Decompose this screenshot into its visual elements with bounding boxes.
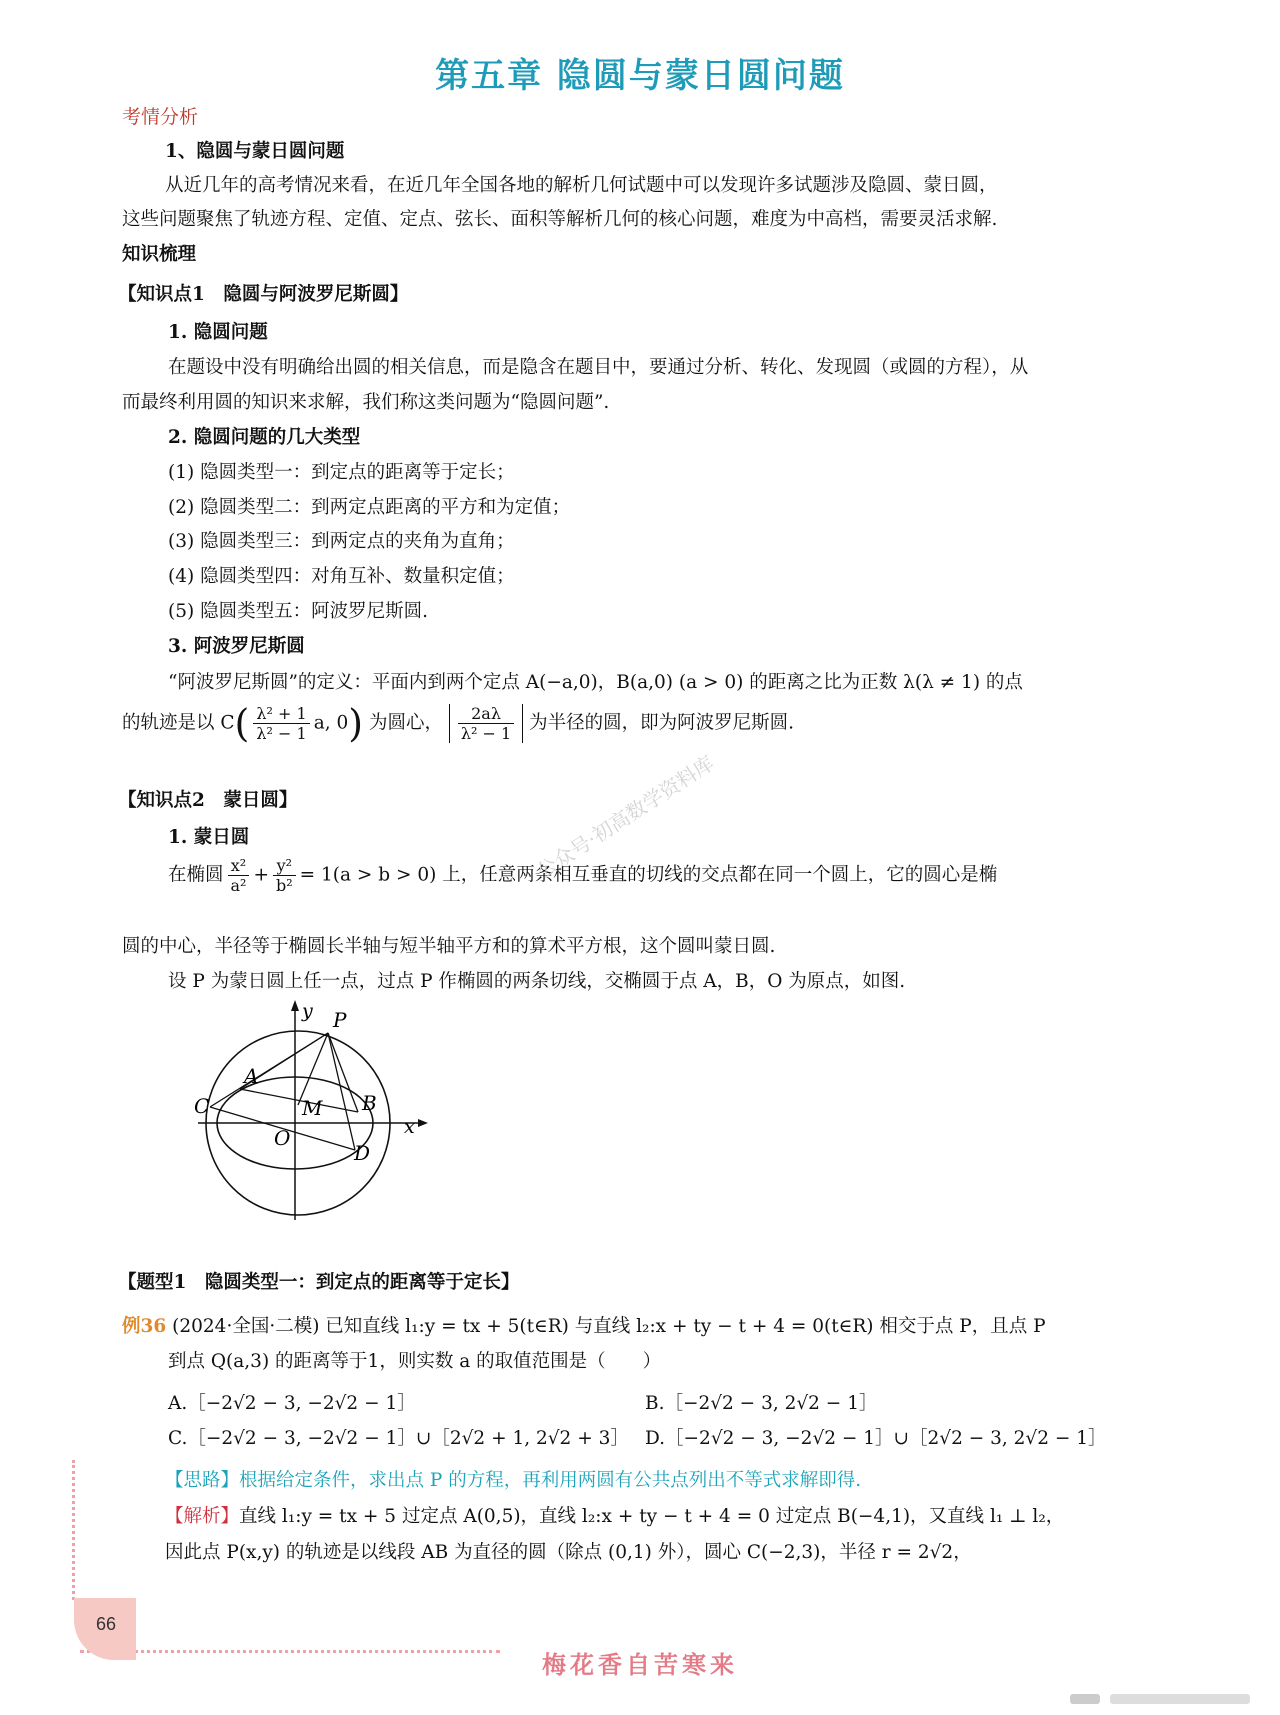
fraction-denominator: a² [230,876,247,895]
type-item: (1) 隐圆类型一：到定点的距离等于定长； [168,462,515,483]
formula-mid: 为圆心， [368,712,443,734]
fraction-numerator: λ² + 1 [253,704,309,724]
idea-label: 【思路】 [165,1470,240,1491]
label-m: M [302,1096,323,1120]
corner-mark-block [1070,1694,1100,1704]
kp1-s2-title: 2. 隐圆问题的几大类型 [168,427,361,448]
fraction [273,856,296,895]
paren-left: ( [234,701,250,746]
kp2-s1-title: 1. 蒙日圆 [168,827,250,848]
label-y: y [302,1000,313,1022]
solution-label: 【解析】 [165,1506,240,1527]
option-a: A.［−2√2 − 3, −2√2 − 1］ [168,1393,416,1414]
kp1-s1-title: 1. 隐圆问题 [168,322,268,343]
example-line2: 到点 Q(a,3) 的距离等于1，则实数 a 的取值范围是（ ） [168,1351,662,1372]
fraction-denominator: b² [275,876,293,895]
kp2-heading: 【知识点2 蒙日圆】 [118,790,298,811]
fraction-denominator: λ² − 1 [460,724,512,743]
exam-analysis-line2: 这些问题聚焦了轨迹方程、定值、定点、弦长、面积等解析几何的核心问题，难度为中高档，需要灵活求解. [122,209,998,230]
kp2-line3: 设 P 为蒙日圆上任一点，过点 P 作椭圆的两条切线，交椭圆于点 A，B，O 为原点，如图. [168,971,906,992]
exam-analysis-heading: 考情分析 [122,106,199,128]
watermark: 公众号·初高数学资料库 [532,750,719,884]
ellipse-formula-line: 在椭圆 $\frac{\text{x²}}{\text{a²}}$ + $\frac{\text{y²}}{\text{b²}}$ = 1(a > b > 0) 上，任意两条相互垂直的切线的交点都在同一个圆上，它的圆心是椭 [168,856,998,895]
line-pm [298,1033,328,1105]
solution-text: 直线 l₁:y = tx + 5 过定点 A(0,5)，直线 l₂:x + ty − t + 4 = 0 过定点 B(−4,1)，又直线 l₁ ⊥ l₂， [239,1506,1065,1527]
paren-right: ) [348,701,364,746]
kp1-s3-title: 3. 阿波罗尼斯圆 [168,636,305,657]
kp1-s3-line1: “阿波罗尼斯圆”的定义：平面内到两个定点 A(−a,0)，B(a,0) (a > 0) 的距离之比为正数 λ(λ ≠ 1) 的点 [168,672,1023,693]
fraction-numerator: y² [273,856,296,876]
decorative-dotted-border [72,1460,75,1600]
x-axis-arrow [418,1119,428,1127]
solution-line2: 因此点 P(x,y) 的轨迹是以线段 AB 为直径的圆（除点 (0,1) 外），圆心 C(−2,3)，半径 r = 2√2， [165,1542,972,1563]
option-c: C.［−2√2 − 3, −2√2 − 1］∪［2√2 + 1, 2√2 + 3］ [168,1428,629,1449]
ellipse-pre: 在椭圆 [168,864,224,886]
fraction-numerator: x² [228,856,250,876]
label-o: O [274,1126,291,1150]
corner-mark-block [1110,1694,1250,1704]
apollonius-formula-line [122,701,794,746]
exam-analysis-sub: 1、隐圆与蒙日圆问题 [165,141,345,162]
kp1-s1-line2: 而最终利用圆的知识来求解，我们称这类问题为“隐圆问题”. [122,392,610,413]
option-b: B.［−2√2 − 3, 2√2 − 1］ [645,1393,878,1414]
formula-pre: 的轨迹是以 C [122,712,235,734]
y-axis-arrow [291,1000,299,1011]
fraction-numerator: 2aλ [458,704,514,724]
example-label: 例36 [122,1316,167,1337]
fraction [458,704,514,743]
fraction [253,704,309,743]
idea-line [165,1466,861,1492]
formula-end: 为半径的圆，即为阿波罗尼斯圆. [529,712,794,734]
chord-ab [240,1089,358,1112]
label-a: A [244,1064,259,1088]
type-item: (4) 隐圆类型四：对角互补、数量积定值； [168,566,515,587]
monge-circle-figure [190,995,440,1225]
abs-value [449,704,523,743]
type-item: (5) 隐圆类型五：阿波罗尼斯圆. [168,601,428,622]
footer-motto: 梅花香自苦寒来 [542,1650,738,1679]
label-d: D [354,1141,371,1165]
solution-line1 [165,1502,1064,1528]
ellipse-post: = 1(a > b > 0) 上，任意两条相互垂直的切线的交点都在同一个圆上，它的圆心是椭 [299,864,998,886]
type1-heading: 【题型1 隐圆类型一：到定点的距离等于定长】 [118,1272,520,1293]
label-x: x [404,1116,415,1138]
page-title: 第五章 隐圆与蒙日圆问题 [435,56,845,96]
kp1-heading: 【知识点1 隐圆与阿波罗尼斯圆】 [118,284,409,305]
option-d: D.［−2√2 − 3, −2√2 − 1］∪［2√2 − 3, 2√2 − 1］ [645,1428,1107,1449]
label-p: P [333,1008,347,1032]
kp2-line2: 圆的中心，半径等于椭圆长半轴与短半轴平方和的算术平方根，这个圆叫蒙日圆. [122,936,776,957]
fraction-denominator: λ² − 1 [256,724,307,743]
idea-text: 根据给定条件，求出点 P 的方程，再利用两圆有公共点列出不等式求解即得. [239,1470,862,1491]
exam-analysis-line1: 从近几年的高考情况来看，在近几年全国各地的解析几何试题中可以发现许多试题涉及隐圆、蒙日圆， [165,175,998,196]
corner-mark [1070,1690,1260,1708]
formula-after-frac: a, 0 [313,712,349,734]
example-text: (2024·全国·二模) 已知直线 l₁:y = tx + 5(t∈R) 与直线 l₂:x + ty − t + 4 = 0(t∈R) 相交于点 P，且点 P [172,1316,1046,1337]
page-number: 66 [96,1614,117,1634]
fraction [228,856,250,895]
type-item: (2) 隐圆类型二：到两定点距离的平方和为定值； [168,497,571,518]
kp1-s1-line1: 在题设中没有明确给出圆的相关信息，而是隐含在题目中，要通过分析、转化、发现圆（或圆的方程），从 [168,357,1029,378]
label-c: C [194,1094,210,1118]
example-line1 [122,1312,1046,1338]
label-b: B [362,1091,377,1115]
knowledge-heading: 知识梳理 [122,244,197,265]
type-item: (3) 隐圆类型三：到两定点的夹角为直角； [168,531,515,552]
